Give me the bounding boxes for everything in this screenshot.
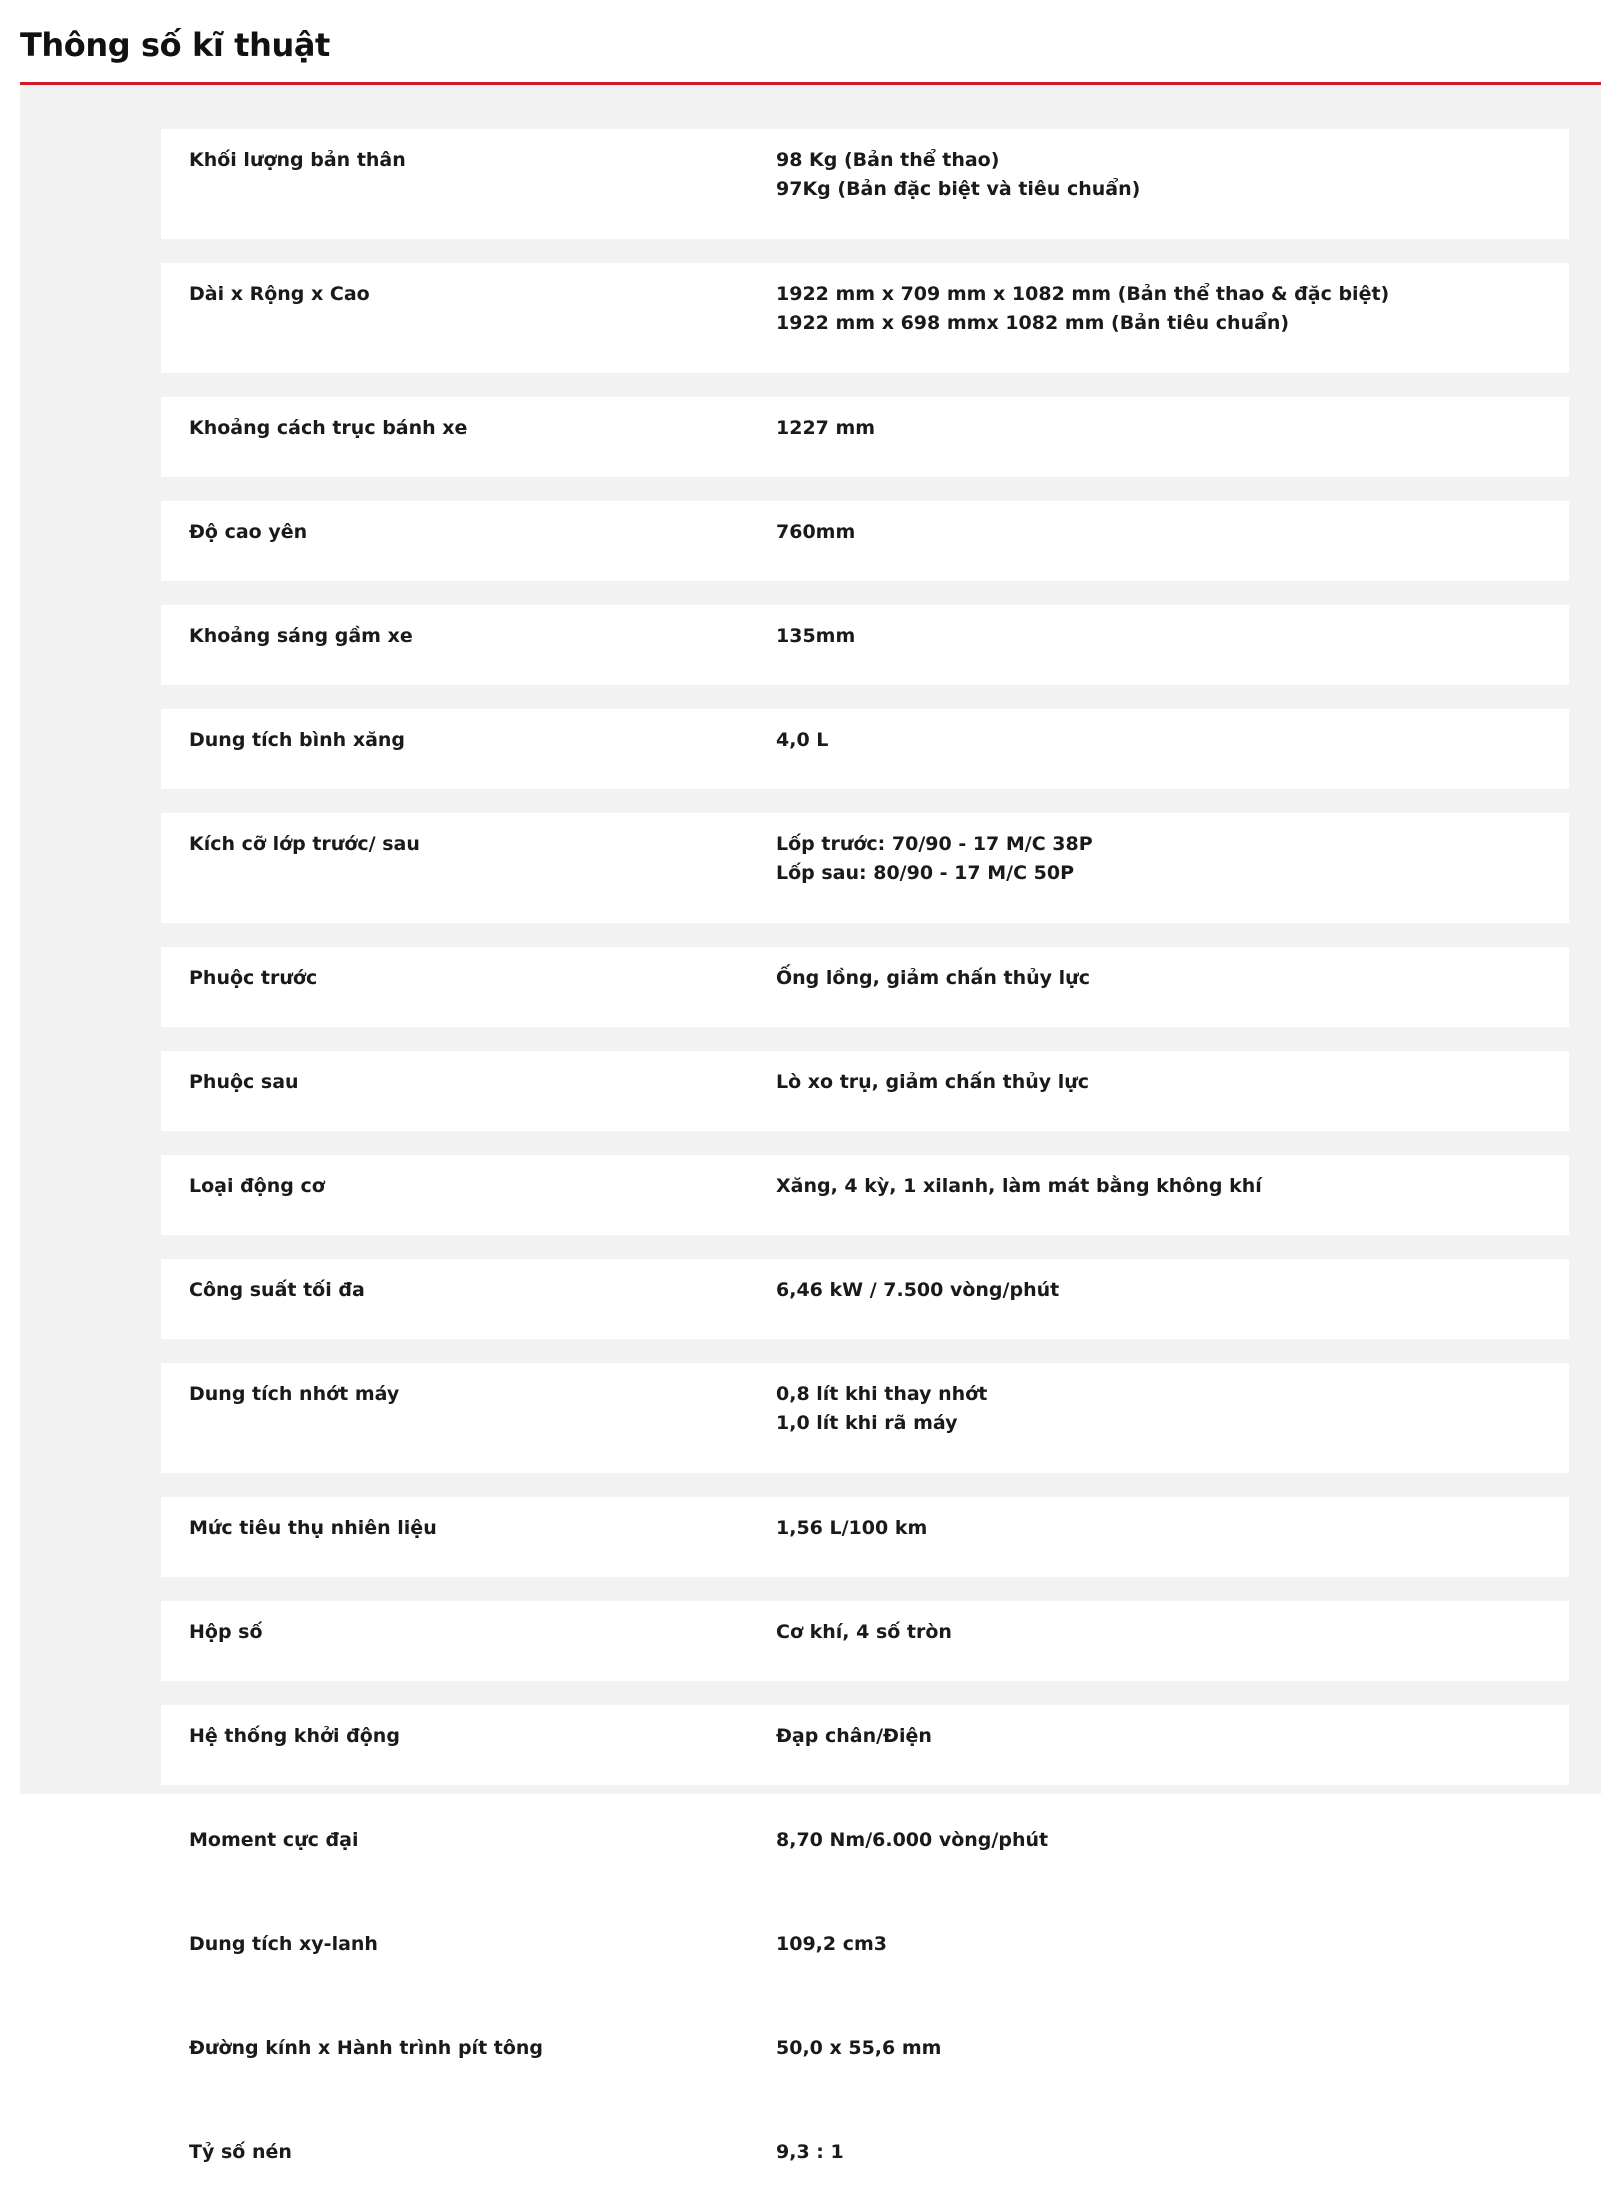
spec-value-line: 109,2 cm3 bbox=[776, 1933, 887, 1955]
spec-row-max-power bbox=[161, 1259, 1569, 1339]
spec-row-fuel-tank bbox=[161, 709, 1569, 789]
spec-row-displacement bbox=[161, 1913, 1569, 1993]
spec-row-seat-height bbox=[161, 501, 1569, 581]
spec-label: Phuộc sau bbox=[189, 1071, 299, 1093]
spec-label: Kích cỡ lớp trước/ sau bbox=[189, 833, 420, 855]
spec-value-line: 4,0 L bbox=[776, 729, 829, 751]
spec-value bbox=[776, 1618, 952, 1647]
spec-label: Khoảng sáng gầm xe bbox=[189, 625, 413, 647]
spec-value-line: Xăng, 4 kỳ, 1 xilanh, làm mát bằng không khí bbox=[776, 1175, 1262, 1197]
spec-value bbox=[776, 2138, 844, 2167]
spec-value bbox=[776, 1722, 932, 1751]
spec-value-line: 50,0 x 55,6 mm bbox=[776, 2037, 942, 2059]
spec-value-line: 6,46 kW / 7.500 vòng/phút bbox=[776, 1279, 1060, 1301]
spec-row-fuel-consumption bbox=[161, 1497, 1569, 1577]
spec-value-line: 760mm bbox=[776, 521, 856, 543]
spec-value bbox=[776, 1068, 1089, 1097]
spec-label: Khối lượng bản thân bbox=[189, 149, 406, 171]
spec-value bbox=[776, 2034, 941, 2063]
spec-value bbox=[776, 1930, 887, 1959]
spec-label: Loại động cơ bbox=[189, 1175, 325, 1197]
spec-value-line: 1,0 lít khi rã máy bbox=[776, 1412, 958, 1434]
spec-value-line: Ống lồng, giảm chấn thủy lực bbox=[776, 967, 1090, 989]
spec-value bbox=[776, 1172, 1262, 1201]
spec-label: Phuộc trước bbox=[189, 967, 318, 989]
spec-label: Khoảng cách trục bánh xe bbox=[189, 417, 468, 439]
spec-value bbox=[776, 280, 1389, 338]
spec-row-transmission bbox=[161, 1601, 1569, 1681]
spec-value-line: 0,8 lít khi thay nhớt bbox=[776, 1383, 988, 1405]
spec-label: Dung tích nhớt máy bbox=[189, 1383, 400, 1405]
spec-row-ground-clearance bbox=[161, 605, 1569, 685]
spec-value-line: Lốp sau: 80/90 - 17 M/C 50P bbox=[776, 862, 1075, 884]
page-title: Thông số kĩ thuật bbox=[20, 26, 330, 64]
spec-value-line: 98 Kg (Bản thể thao) bbox=[776, 149, 1000, 171]
spec-row-starter bbox=[161, 1705, 1569, 1785]
spec-value-line: 1922 mm x 698 mmx 1082 mm (Bản tiêu chuẩn) bbox=[776, 312, 1290, 334]
spec-label: Dài x Rộng x Cao bbox=[189, 283, 370, 305]
spec-label: Hộp số bbox=[189, 1621, 263, 1643]
spec-row-dimensions bbox=[161, 263, 1569, 373]
spec-label: Dung tích bình xăng bbox=[189, 729, 406, 751]
spec-value-line: 135mm bbox=[776, 625, 856, 647]
spec-row-front-suspension bbox=[161, 947, 1569, 1027]
spec-value-line: 97Kg (Bản đặc biệt và tiêu chuẩn) bbox=[776, 178, 1141, 200]
spec-value bbox=[776, 830, 1093, 888]
spec-label: Moment cực đại bbox=[189, 1829, 359, 1851]
specs-table bbox=[20, 85, 1601, 2163]
spec-row-weight bbox=[161, 129, 1569, 239]
spec-label: Hệ thống khởi động bbox=[189, 1725, 400, 1747]
spec-row-wheelbase bbox=[161, 397, 1569, 477]
spec-label: Độ cao yên bbox=[189, 521, 308, 543]
spec-label: Dung tích xy-lanh bbox=[189, 1933, 378, 1955]
spec-value bbox=[776, 726, 828, 755]
spec-value-line: Lò xo trụ, giảm chấn thủy lực bbox=[776, 1071, 1090, 1093]
spec-value bbox=[776, 1380, 987, 1438]
spec-row-engine-type bbox=[161, 1155, 1569, 1235]
spec-value bbox=[776, 622, 855, 651]
spec-row-max-torque bbox=[161, 1809, 1569, 1889]
spec-label: Mức tiêu thụ nhiên liệu bbox=[189, 1517, 437, 1539]
spec-value bbox=[776, 1514, 927, 1543]
spec-value-line: Đạp chân/Điện bbox=[776, 1725, 932, 1747]
spec-value bbox=[776, 414, 875, 443]
spec-label: Công suất tối đa bbox=[189, 1279, 365, 1301]
spec-label: Đường kính x Hành trình pít tông bbox=[189, 2037, 544, 2059]
spec-row-tire-size bbox=[161, 813, 1569, 923]
spec-row-bore-stroke bbox=[161, 2017, 1569, 2097]
spec-row-rear-suspension bbox=[161, 1051, 1569, 1131]
spec-value-line: 1922 mm x 709 mm x 1082 mm (Bản thể thao & đặc biệt) bbox=[776, 283, 1390, 305]
spec-value-line: 1227 mm bbox=[776, 417, 876, 439]
spec-value bbox=[776, 1276, 1059, 1305]
spec-value-line: 9,3 : 1 bbox=[776, 2141, 844, 2163]
spec-value-line: Lốp trước: 70/90 - 17 M/C 38P bbox=[776, 833, 1093, 855]
spec-value-line: 1,56 L/100 km bbox=[776, 1517, 928, 1539]
spec-label: Tỷ số nén bbox=[189, 2141, 292, 2163]
spec-value-line: Cơ khí, 4 số tròn bbox=[776, 1621, 952, 1643]
spec-value bbox=[776, 1826, 1048, 1855]
spec-value bbox=[776, 518, 855, 547]
spec-value bbox=[776, 146, 1140, 204]
spec-value-line: 8,70 Nm/6.000 vòng/phút bbox=[776, 1829, 1049, 1851]
spec-row-oil-capacity bbox=[161, 1363, 1569, 1473]
spec-value bbox=[776, 964, 1090, 993]
spec-row-compression-ratio bbox=[161, 2121, 1569, 2201]
